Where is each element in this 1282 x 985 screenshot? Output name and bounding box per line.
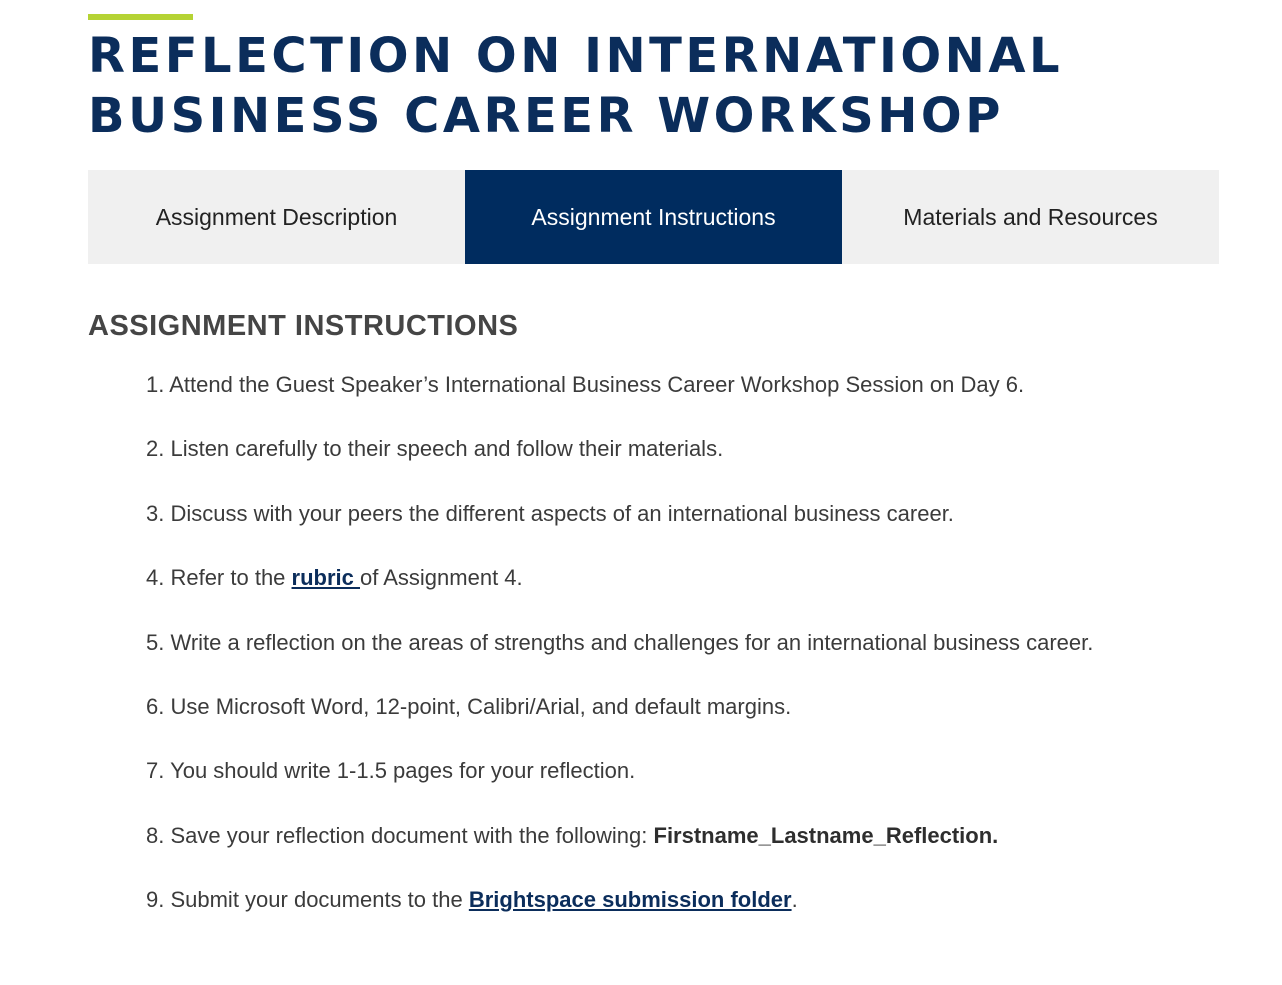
tab-assignment-instructions[interactable]: Assignment Instructions <box>465 170 842 264</box>
title-accent-bar <box>88 14 193 20</box>
tab-bar <box>88 170 1219 264</box>
instructions-list <box>146 368 1246 948</box>
instruction-step-9 <box>146 883 1246 947</box>
instruction-step-3: 3. Discuss with your peers the different aspects of an international business career. <box>146 500 954 526</box>
step-4-text-before: 4. Refer to the <box>146 565 292 591</box>
file-name-format: Firstname_Lastname_Reflection. <box>653 822 999 848</box>
instruction-step-8 <box>146 819 1246 883</box>
instruction-step-5: 5. Write a reflection on the areas of strengths and challenges for an international business career. <box>146 629 1094 655</box>
rubric-link[interactable]: rubric <box>291 565 360 591</box>
instruction-step-6: 6. Use Microsoft Word, 12-point, Calibri/Arial, and default margins. <box>146 693 792 719</box>
brightspace-submission-link[interactable]: Brightspace submission folder <box>468 887 792 913</box>
page-title-line-1: REFLECTION ON INTERNATIONAL <box>88 28 1064 84</box>
page-title-line-2: BUSINESS CAREER WORKSHOP <box>88 88 1004 144</box>
section-heading: ASSIGNMENT INSTRUCTIONS <box>88 310 519 342</box>
instruction-step-4 <box>146 561 1246 625</box>
instruction-step-7: 7. You should write 1-1.5 pages for your reflection. <box>146 758 636 784</box>
step-8-text: 8. Save your reflection document with the following: <box>146 822 654 848</box>
step-9-text-before: 9. Submit your documents to the <box>146 887 469 913</box>
step-9-text-after: . <box>791 887 798 913</box>
instruction-step-2: 2. Listen carefully to their speech and follow their materials. <box>146 436 724 462</box>
tab-assignment-description[interactable]: Assignment Description <box>155 203 398 230</box>
page-title <box>88 26 1188 146</box>
tab-materials-and-resources[interactable]: Materials and Resources <box>903 203 1158 230</box>
instruction-step-1: 1. Attend the Guest Speaker’s International Business Career Workshop Session on Day 6. <box>146 372 1025 397</box>
step-4-text-after: of Assignment 4. <box>360 565 523 591</box>
